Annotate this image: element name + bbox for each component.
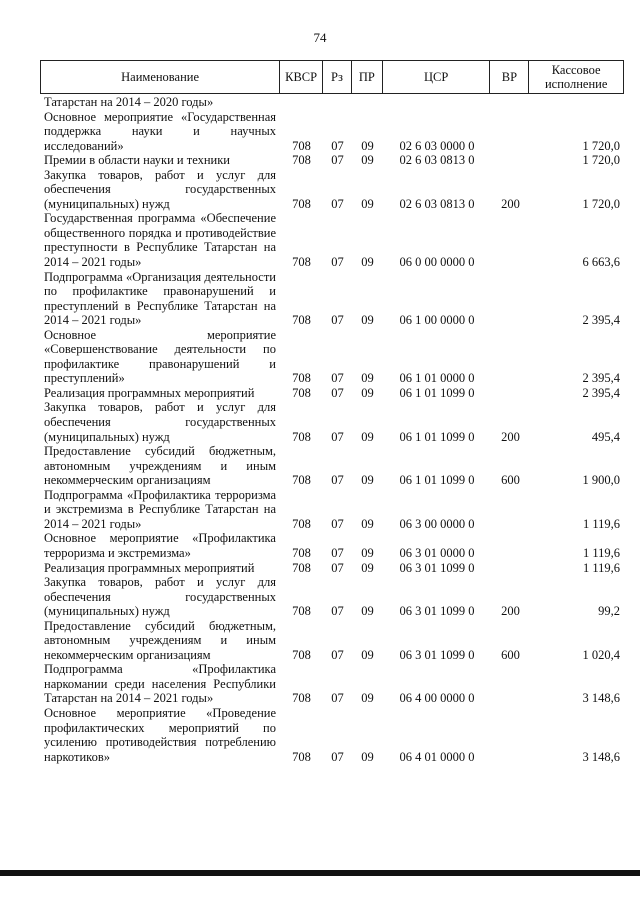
table-row <box>40 531 624 560</box>
row-csr: 02 6 03 0813 0 <box>399 153 475 168</box>
row-kvsr: 708 <box>292 516 311 531</box>
table-header <box>40 60 624 94</box>
table-row <box>40 561 624 576</box>
header-name: Наименование <box>41 61 280 93</box>
row-amount: 1 119,6 <box>582 545 620 560</box>
row-pr: 09 <box>361 545 374 560</box>
row-name: Основное мероприятие «Проведение профилактических мероприятий по усилению противодействия потреблению наркотиков» <box>44 705 276 764</box>
row-vr: 200 <box>501 604 520 619</box>
row-name: Реализация программных мероприятий <box>44 385 255 400</box>
header-vr: ВР <box>490 61 529 93</box>
row-pr: 09 <box>361 516 374 531</box>
table-row <box>40 95 624 110</box>
row-pr: 09 <box>361 429 374 444</box>
row-name: Предоставление субсидий бюджетным, автономным учреждениям и иным некоммерческим организациям <box>44 444 276 488</box>
row-csr: 06 4 01 0000 0 <box>399 749 475 764</box>
row-csr: 06 1 01 1099 0 <box>399 473 475 488</box>
row-csr: 06 1 01 1099 0 <box>399 429 475 444</box>
row-pr: 09 <box>361 691 374 706</box>
row-kvsr: 708 <box>292 255 311 270</box>
row-csr: 06 1 00 0000 0 <box>399 313 475 328</box>
row-pr: 09 <box>361 473 374 488</box>
row-csr: 06 3 00 0000 0 <box>399 516 475 531</box>
table-row <box>40 662 624 706</box>
row-rz: 07 <box>331 545 344 560</box>
row-rz: 07 <box>331 313 344 328</box>
row-csr: 02 6 03 0000 0 <box>399 138 475 153</box>
row-kvsr: 708 <box>292 385 311 400</box>
table-row <box>40 153 624 168</box>
row-vr: 600 <box>501 473 520 488</box>
table-body <box>40 95 624 764</box>
row-kvsr: 708 <box>292 429 311 444</box>
header-pr: ПР <box>352 61 383 93</box>
page-number: 74 <box>313 30 327 45</box>
row-rz: 07 <box>331 516 344 531</box>
row-pr: 09 <box>361 313 374 328</box>
row-rz: 07 <box>331 604 344 619</box>
row-pr: 09 <box>361 153 374 168</box>
row-name: Закупка товаров, работ и услуг для обеспечения государственных (муниципальных) нужд <box>44 167 276 211</box>
row-amount: 1 119,6 <box>582 560 620 575</box>
row-amount: 1 119,6 <box>582 516 620 531</box>
row-csr: 06 1 01 0000 0 <box>399 371 475 386</box>
row-name: Премии в области науки и техники <box>44 153 230 168</box>
row-csr: 06 3 01 0000 0 <box>399 545 475 560</box>
row-rz: 07 <box>331 560 344 575</box>
header-kvsr: КВСР <box>280 61 323 93</box>
row-csr: 06 4 00 0000 0 <box>399 691 475 706</box>
row-amount: 1 720,0 <box>582 153 620 168</box>
row-name: Закупка товаров, работ и услуг для обеспечения государственных (муниципальных) нужд <box>44 400 276 444</box>
row-pr: 09 <box>361 647 374 662</box>
row-name: Основное мероприятие «Совершенствование деятельности по профилактике правонарушений и преступлений» <box>44 327 276 386</box>
row-amount: 2 395,4 <box>582 385 620 400</box>
row-vr: 200 <box>501 429 520 444</box>
row-kvsr: 708 <box>292 153 311 168</box>
row-rz: 07 <box>331 473 344 488</box>
row-kvsr: 708 <box>292 473 311 488</box>
row-rz: 07 <box>331 255 344 270</box>
row-csr: 06 3 01 1099 0 <box>399 604 475 619</box>
table-row <box>40 110 624 154</box>
row-pr: 09 <box>361 255 374 270</box>
row-pr: 09 <box>361 196 374 211</box>
table-row <box>40 488 624 532</box>
row-csr: 02 6 03 0813 0 <box>399 196 475 211</box>
table-row <box>40 211 624 269</box>
row-kvsr: 708 <box>292 647 311 662</box>
row-vr: 600 <box>501 647 520 662</box>
row-csr: 06 0 00 0000 0 <box>399 255 475 270</box>
table-row <box>40 444 624 488</box>
table-row <box>40 270 624 328</box>
row-amount: 495,4 <box>591 429 620 444</box>
table-row <box>40 575 624 619</box>
row-name: Татарстан на 2014 – 2020 годы» <box>44 95 214 109</box>
row-rz: 07 <box>331 153 344 168</box>
row-csr: 06 1 01 1099 0 <box>399 385 475 400</box>
row-name: Закупка товаров, работ и услуг для обеспечения государственных (муниципальных) нужд <box>44 575 276 619</box>
table-row <box>40 706 624 764</box>
row-kvsr: 708 <box>292 313 311 328</box>
row-name: Подпрограмма «Профилактика терроризма и экстремизма в Республике Татарстан на 2014 – 2021 годы» <box>44 487 276 531</box>
row-amount: 2 395,4 <box>582 313 620 328</box>
row-rz: 07 <box>331 371 344 386</box>
row-kvsr: 708 <box>292 545 311 560</box>
row-amount: 1 020,4 <box>582 647 620 662</box>
row-rz: 07 <box>331 647 344 662</box>
row-pr: 09 <box>361 749 374 764</box>
row-amount: 1 720,0 <box>582 196 620 211</box>
row-amount: 1 900,0 <box>582 473 620 488</box>
header-rz: Рз <box>323 61 352 93</box>
row-kvsr: 708 <box>292 560 311 575</box>
row-amount: 99,2 <box>598 604 620 619</box>
row-name: Реализация программных мероприятий <box>44 560 255 575</box>
row-csr: 06 3 01 1099 0 <box>399 647 475 662</box>
table-row <box>40 400 624 444</box>
row-csr: 06 3 01 1099 0 <box>399 560 475 575</box>
table-row <box>40 386 624 401</box>
row-amount: 6 663,6 <box>582 255 620 270</box>
row-pr: 09 <box>361 560 374 575</box>
table-row <box>40 328 624 386</box>
row-kvsr: 708 <box>292 691 311 706</box>
scan-edge-bar <box>0 870 640 876</box>
row-name: Подпрограмма «Организация деятельности по профилактике правонарушений и преступлений в Республике Татарстан на 2014 – 2021 годы» <box>44 269 276 328</box>
table-row <box>40 619 624 663</box>
row-rz: 07 <box>331 196 344 211</box>
row-kvsr: 708 <box>292 371 311 386</box>
row-vr: 200 <box>501 196 520 211</box>
row-amount: 3 148,6 <box>582 691 620 706</box>
row-amount: 1 720,0 <box>582 138 620 153</box>
table-row <box>40 168 624 212</box>
row-kvsr: 708 <box>292 196 311 211</box>
row-name: Предоставление субсидий бюджетным, автономным учреждениям и иным некоммерческим организациям <box>44 618 276 662</box>
row-name: Государственная программа «Обеспечение общественного порядка и противодействие преступности в Республике Татарстан на 2014 – 2021 годы» <box>44 211 276 270</box>
row-rz: 07 <box>331 749 344 764</box>
row-name: Основное мероприятие «Государственная поддержка науки и научных исследований» <box>44 109 276 153</box>
row-pr: 09 <box>361 385 374 400</box>
header-csr: ЦСР <box>383 61 491 93</box>
row-pr: 09 <box>361 604 374 619</box>
row-rz: 07 <box>331 385 344 400</box>
row-pr: 09 <box>361 371 374 386</box>
header-amount: Кассовое исполнение <box>544 63 608 91</box>
row-kvsr: 708 <box>292 604 311 619</box>
row-name: Основное мероприятие «Профилактика терроризма и экстремизма» <box>44 531 276 560</box>
row-kvsr: 708 <box>292 138 311 153</box>
row-amount: 2 395,4 <box>582 371 620 386</box>
row-rz: 07 <box>331 429 344 444</box>
row-amount: 3 148,6 <box>582 749 620 764</box>
row-kvsr: 708 <box>292 749 311 764</box>
row-rz: 07 <box>331 691 344 706</box>
row-rz: 07 <box>331 138 344 153</box>
row-name: Подпрограмма «Профилактика наркомании среди населения Республики Татарстан на 2014 – 2021 годы» <box>44 662 276 706</box>
row-pr: 09 <box>361 138 374 153</box>
